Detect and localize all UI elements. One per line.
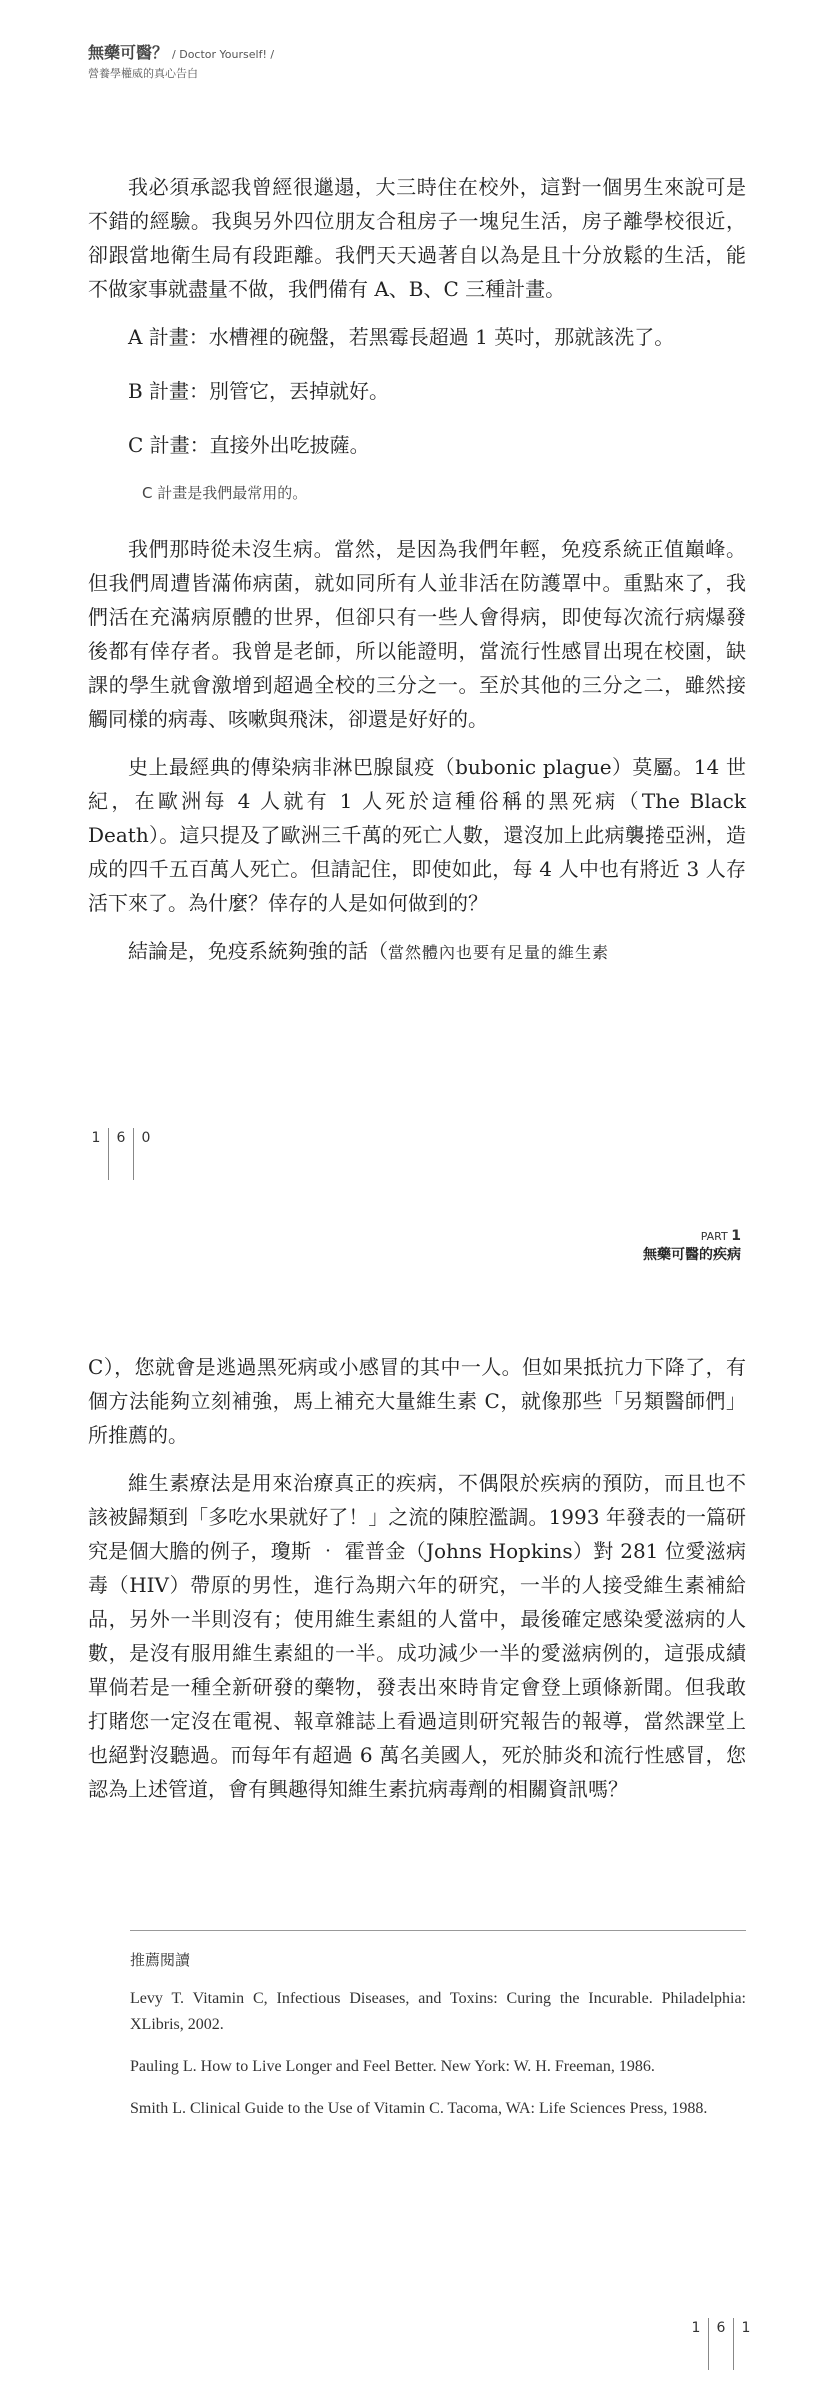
paragraph: 我必須承認我曾經很邋遢，大三時住在校外，這對一個男生來說可是不錯的經驗。我與另外四位朋友合租房子一塊兒生活，房子離學校很近，卻跟當地衛生局有段距離。我們天天過著自以為是且十分放鬆的生活，能不做家事就盡量不做，我們備有 A、B、C 三種計畫。 bbox=[88, 175, 746, 301]
body-text-page2 bbox=[88, 1350, 746, 1820]
paragraph: 我們那時從未沒生病。當然，是因為我們年輕，免疫系統正值巔峰。但我們周遭皆滿佈病菌，就如同所有人並非活在防護罩中。重點來了，我們活在充滿病原體的世界，但卻只有一些人會得病，即使每次流行病爆發後都有倖存者。我曾是老師，所以能證明，當流行性感冒出現在校園，缺課的學生就會激增到超過全校的三分之一。至於其他的三分之二，雖然接觸同樣的病毒、咳嗽與飛沫，卻還是好好的。 bbox=[88, 537, 746, 731]
running-header bbox=[88, 40, 274, 81]
reference-item: Pauling L. How to Live Longer and Feel Better. New York: W. H. Freeman, 1986. bbox=[130, 2058, 655, 2075]
reference-item: Levy T. Vitamin C, Infectious Diseases, and Toxins: Curing the Incurable. Philadelphia: XLibris, 2002. bbox=[130, 1990, 746, 2033]
recommended-reading bbox=[130, 1930, 746, 2138]
plan-a: A 計畫：水槽裡的碗盤，若黑霉長超過 1 英吋，那就該洗了。 bbox=[128, 325, 675, 349]
paragraph: 結論是，免疫系統夠強的話（當然體內也要有足量的維生素 bbox=[128, 939, 610, 963]
book-title-english: / Doctor Yourself! / bbox=[172, 48, 275, 61]
body-text-page1 bbox=[88, 170, 746, 984]
recommended-reading-title: 推薦閱讀 bbox=[130, 1951, 191, 1969]
paragraph: 史上最經典的傳染病非淋巴腺鼠疫（bubonic plague）莫屬。14 世紀，在歐洲每 4 人就有 1 人死於這種俗稱的黑死病（The Black Death）。這只提及了歐洲三千萬的死亡人數，還沒加上此病襲捲亞洲，造成的四千五百萬人死亡。但請記住，即使如此，每 4 人中也有將近 3 人存活下來了。為什麼？倖存的人是如何做到的？ bbox=[88, 755, 746, 915]
part-title: 無藥可醫的疾病 bbox=[643, 1247, 741, 1263]
page-number: 1 6 0 bbox=[84, 1128, 158, 1180]
paragraph: 維生素療法是用來治療真正的疾病，不偶限於疾病的預防，而且也不該被歸類到「多吃水果就好了！」之流的陳腔濫調。1993 年發表的一篇研究是個大膽的例子，瓊斯 ‧ 霍普金（Johns Hopkins）對 281 位愛滋病毒（HIV）帶原的男性，進行為期六年的研究，一半的人接受維生素補給品，另外一半則沒有；使用維生素組的人當中，最後確定感染愛滋病的人數，是沒有服用維生素組的一半。成功減少一半的愛滋病例的，這張成績單倘若是一種全新研發的藥物，發表出來時肯定會登上頭條新聞。但我敢打賭您一定沒在電視、報章雜誌上看過這則研究報告的報導，當然課堂上也絕對沒聽過。而每年有超過 6 萬名美國人，死於肺炎和流行性感冒，您認為上述管道，會有興趣得知維生素抗病毒劑的相關資訊嗎？ bbox=[88, 1471, 746, 1801]
plan-b: B 計畫：別管它，丟掉就好。 bbox=[128, 379, 390, 403]
reference-item: Smith L. Clinical Guide to the Use of Vitamin C. Tacoma, WA: Life Sciences Press, 1988. bbox=[130, 2100, 708, 2117]
plan-note: C 計畫是我們最常用的。 bbox=[142, 484, 308, 502]
book-title: 無藥可醫？ bbox=[88, 43, 169, 62]
part-header: PART 1 無藥可醫的疾病 bbox=[643, 1228, 741, 1263]
book-subtitle: 營養學權威的真心告白 bbox=[88, 67, 198, 80]
paragraph: C），您就會是逃過黑死病或小感冒的其中一人。但如果抵抗力下降了，有個方法能夠立刻補強，馬上補充大量維生素 C，就像那些「另類醫師們」所推薦的。 bbox=[88, 1355, 746, 1447]
page-number: 1 6 1 bbox=[684, 2318, 758, 2370]
plan-c: C 計畫：直接外出吃披薩。 bbox=[128, 433, 370, 457]
